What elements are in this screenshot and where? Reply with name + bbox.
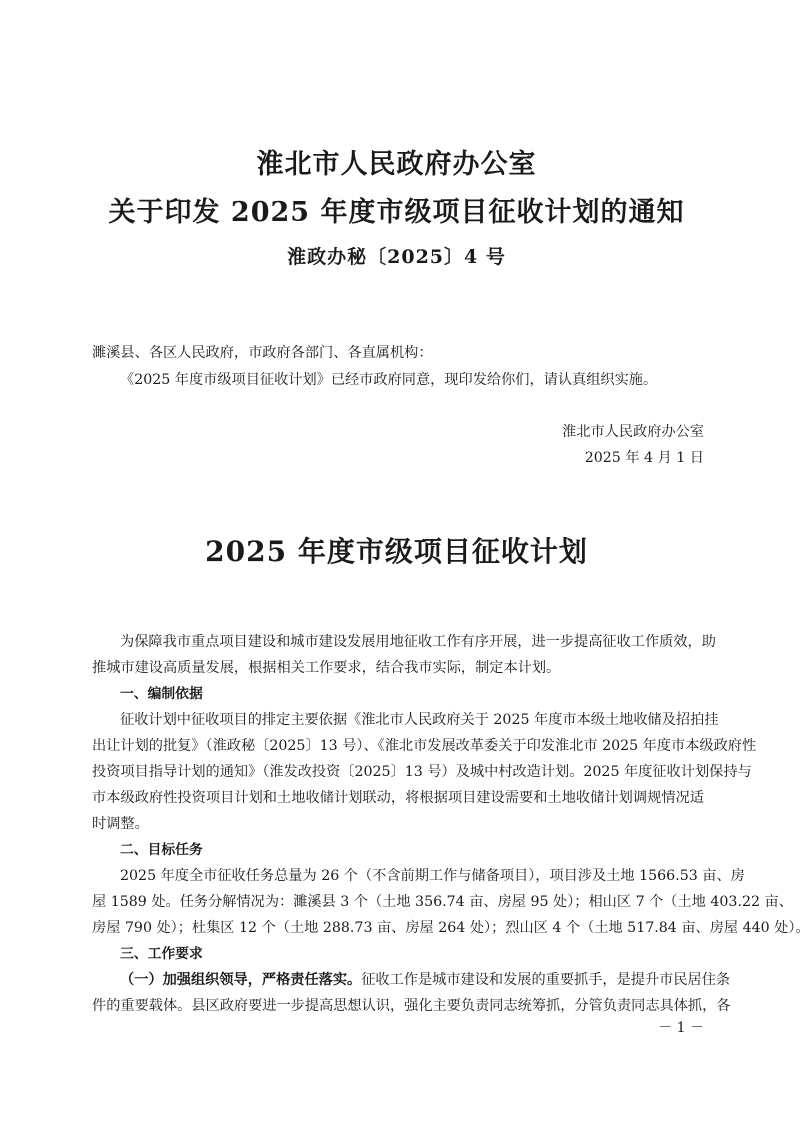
issue-date: 2025 年 4 月 1 日 <box>584 450 704 466</box>
document-number: 淮政办秘〔2025〕4 号 <box>287 246 506 268</box>
section3-item1 <box>120 970 731 990</box>
notice-body: 《2025 年度市级项目征收计划》已经市政府同意，现印发给你们，请认真组织实施。 <box>120 372 658 388</box>
section1-heading: 一、编制依据 <box>120 686 203 702</box>
section1-line-4: 市本级政府性投资项目计划和土地收储计划联动，将根据项目建设需要和土地收储计划调规情况适 <box>92 790 704 806</box>
section2-line-1: 2025 年度全市征收任务总量为 26 个（不含前期工作与储备项目），项目涉及土地 1566.53 亩、房 <box>120 868 745 884</box>
section2-line-3: 房屋 790 处）；杜集区 12 个（土地 288.73 亩、房屋 264 处）；烈山区 4 个（土地 517.84 亩、房屋 440 处）。 <box>92 920 810 936</box>
page-number: － 1 － <box>658 1020 704 1036</box>
intro-line-2: 推城市建设高质量发展，根据相关工作要求，结合我市实际，制定本计划。 <box>92 660 561 676</box>
section3-heading: 三、工作要求 <box>120 946 203 962</box>
recipients: 濉溪县、各区人民政府，市政府各部门、各直属机构： <box>92 345 433 361</box>
section3-item1-label: （一）加强组织领导，严格责任落实。 <box>120 972 362 988</box>
section1-line-5: 时调整。 <box>92 816 149 832</box>
section2-line-2: 屋 1589 处。任务分解情况为：濉溪县 3 个（土地 356.74 亩、房屋 95 处）；相山区 7 个（土地 403.22 亩、 <box>92 894 793 910</box>
section3-item1-text: 征收工作是城市建设和发展的重要抓手，是提升市民居住条 <box>361 972 731 988</box>
section1-line-1: 征收计划中征收项目的排定主要依据《淮北市人民政府关于 2025 年度市本级土地收储及招拍挂 <box>120 712 719 728</box>
section2-heading: 二、目标任务 <box>120 842 203 858</box>
section1-line-3: 投资项目指导计划的通知》（淮发改投资〔2025〕13 号）及城中村改造计划。2025 年度征收计划保持与 <box>92 764 752 780</box>
plan-title: 2025 年度市级项目征收计划 <box>205 535 588 568</box>
section3-line-2: 件的重要载体。县区政府要进一步提高思想认识，强化主要负责同志统筹抓，分管负责同志具体抓，各 <box>92 998 731 1014</box>
section1-line-2: 出让计划的批复》（淮政秘〔2025〕13 号）、《淮北市发展改革委关于印发淮北市 2025 年度市本级政府性 <box>92 738 757 754</box>
intro-line-1: 为保障我市重点项目建设和城市建设发展用地征收工作有序开展，进一步提高征收工作质效，助 <box>120 634 716 650</box>
issuer: 淮北市人民政府办公室 <box>562 424 704 440</box>
notice-title-line2: 关于印发 2025 年度市级项目征收计划的通知 <box>108 197 685 228</box>
notice-title-line1: 淮北市人民政府办公室 <box>256 149 537 180</box>
